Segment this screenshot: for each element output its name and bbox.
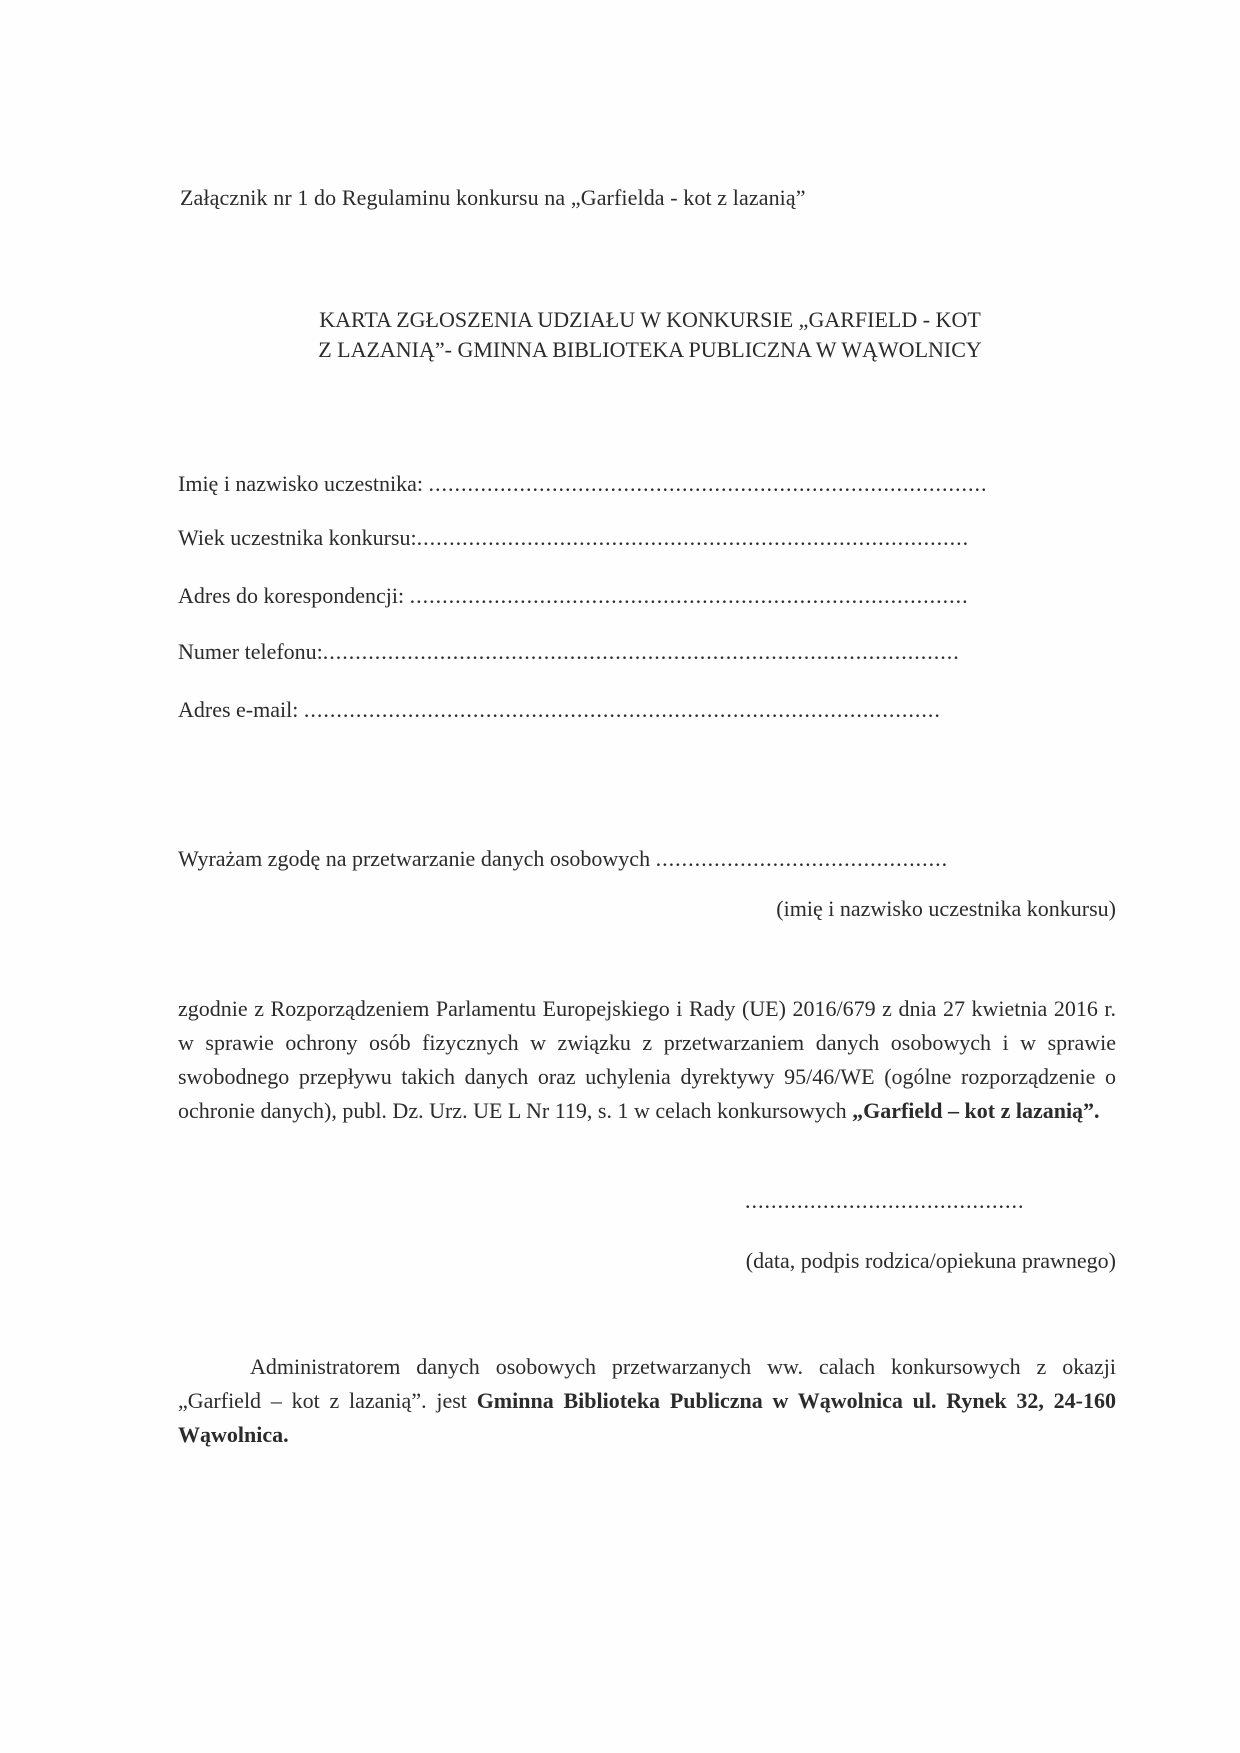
field-fill-line: ...................................................................................... [428, 471, 988, 496]
annex-line: Załącznik nr 1 do Regulaminu konkursu na „Garfielda - kot z lazanią” [180, 185, 806, 210]
field-label: Imię i nazwisko uczestnika: [178, 471, 429, 496]
field-label: Numer telefonu: [178, 639, 323, 664]
field-label: Wiek uczestnika konkursu: [178, 525, 417, 550]
field-phone-number [178, 638, 1116, 666]
consent-fill-line: ............................................. [655, 846, 949, 871]
field-label: Adres e-mail: [178, 697, 304, 722]
consent-line [178, 845, 1116, 873]
signature-fill-line: ........................................... [745, 1188, 1025, 1213]
consent-caption: (imię i nazwisko uczestnika konkursu) [776, 896, 1116, 921]
field-fill-line: ..................................................................................... [416, 525, 970, 550]
signature-caption: (data, podpis rodzica/opiekuna prawnego) [745, 1248, 1116, 1273]
field-fill-line: .................................................................................................. [322, 639, 960, 664]
regulation-text: zgodnie z Rozporządzeniem Parlamentu Europejskiego i Rady (UE) 2016/679 z dnia 27 kwietnia 2016 r. w sprawie ochrony osób fizycznych w związku z przetwarzaniem danych osobowych i w sprawie swobodnego przepływu takich danych oraz uchylenia dyrektywy 95/46/WE (ogólne rozporządzenie o ochronie danych), publ. Dz. Urz. UE L Nr 119, s. 1 w celach konkursowych [178, 996, 1116, 1123]
field-participant-age [178, 524, 1116, 552]
regulation-contest-name: „Garfield – kot z lazanią”. [852, 1098, 1100, 1123]
form-title-line-2: Z LAZANIĄ”- GMINNA BIBLIOTEKA PUBLICZNA W WĄWOLNICY [318, 337, 982, 362]
administrator-text: Administratorem danych osobowych przetwarzanych ww. calach konkursowych z okazji „Garfield – kot z lazanią”. jest [178, 1354, 1116, 1413]
form-title-line-1: KARTA ZGŁOSZENIA UDZIAŁU W KONKURSIE „GARFIELD - KOT [319, 307, 981, 332]
field-fill-line: .................................................................................................. [303, 697, 941, 722]
consent-label: Wyrażam zgodę na przetwarzanie danych osobowych [178, 846, 656, 871]
regulation-paragraph [178, 992, 1116, 1128]
field-email [178, 696, 1116, 724]
administrator-paragraph [178, 1350, 1116, 1452]
field-participant-name [178, 470, 1116, 498]
form-title [240, 305, 1060, 365]
administrator-name: Gminna Biblioteka Publiczna w Wąwolnica ul. Rynek 32, 24-160 Wąwolnica. [178, 1388, 1116, 1447]
field-label: Adres do korespondencji: [178, 583, 410, 608]
field-fill-line: ...................................................................................... [409, 583, 969, 608]
field-correspondence-address [178, 582, 1116, 610]
